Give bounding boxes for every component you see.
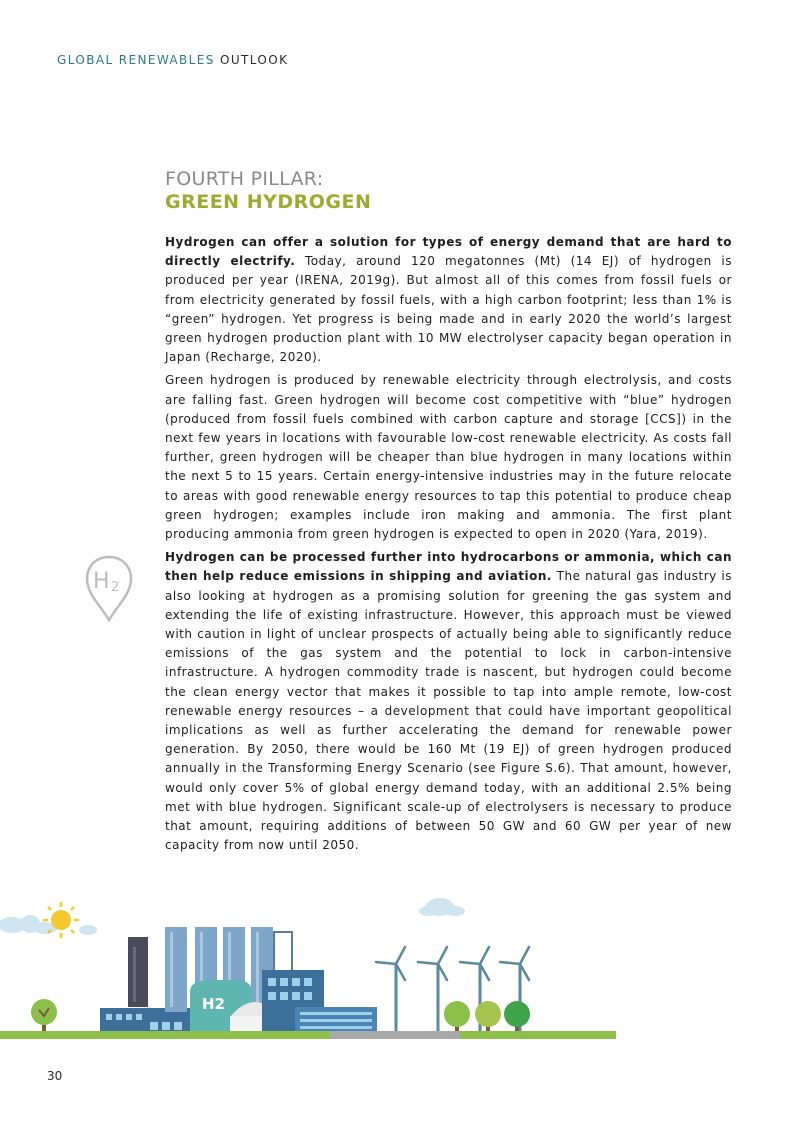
tank-label: H2 xyxy=(202,995,225,1013)
ground-grass-right xyxy=(460,1031,616,1039)
paragraph-2 xyxy=(165,371,732,544)
paragraph-3-lead: Hydrogen can be processed further into hydrocarbons or ammonia, which can then help reduce emissions in shipping and aviation. xyxy=(165,550,732,584)
trees-right-icon xyxy=(444,1001,530,1032)
header-part1: GLOBAL RENEWABLES xyxy=(57,53,215,67)
renewable-landscape-illustration xyxy=(0,892,620,1042)
section-title-line2: GREEN HYDROGEN xyxy=(165,191,372,213)
ground-road xyxy=(330,1031,460,1039)
page-number: 30 xyxy=(47,1069,63,1083)
paragraph-1-lead: Hydrogen can offer a solution for types of energy demand that are hard to directly electrify. xyxy=(165,235,732,269)
office-building-icon xyxy=(262,970,377,1032)
paragraph-1 xyxy=(165,233,732,367)
pin-subscript: 2 xyxy=(111,580,120,595)
paragraph-2-text: Green hydrogen is produced by renewable electricity through electrolysis, and costs are falling fast. Green hydrogen will become cost competitive with “blue” hydrogen (produced from fossil fuels combined with carbon capture and storage [CCS]) in the next few years in locations with favourable low-cost renewable electricity. As costs fall further, green hydrogen will be cheaper than blue hydrogen in many locations within the next 5 to 15 years. Certain energy-intensive industries may in the future relocate to areas with good renewable energy resources to tap this potential to produce cheap green hydrogen; examples include iron making and ammonia. The first plant producing ammonia from green hydrogen is expected to open in 2020 (Yara, 2019). xyxy=(165,373,732,542)
sun-icon xyxy=(43,902,79,938)
hydrogen-pin-icon xyxy=(84,554,134,622)
paragraph-3-text: The natural gas industry is also looking at hydrogen as a promising solution for greening the gas system and extending the life of existing infrastructure. However, this approach must be viewed with caution in light of unclear prospects of actually being able to significantly reduce emissions of the gas system and the potential to lock in carbon-intensive infrastructure. A hydrogen commodity trade is nascent, but hydrogen could become the clean energy vector that makes it possible to tap into ample remote, low-cost renewable energy resources – a development that could have important geopolitical implications as well as further accelerating the demand for renewable power generation. By 2050, there would be 160 Mt (19 EJ) of green hydrogen produced annually in the Transforming Energy Scenario (see Figure S.6). That amount, however, would only cover 5% of global energy demand today, with an additional 2.5% being met with blue hydrogen. Significant scale-up of electrolysers is necessary to produce that amount, requiring additions of between 50 GW and 60 GW per year of new capacity from now until 2050. xyxy=(165,569,732,853)
body-text xyxy=(165,233,732,860)
cloud-right-icon xyxy=(419,898,465,916)
header-part2: OUTLOOK xyxy=(219,53,289,67)
ground-grass-left xyxy=(0,1031,330,1039)
tree-left-icon xyxy=(31,999,57,1032)
running-header xyxy=(57,53,288,67)
section-title-line1: FOURTH PILLAR: xyxy=(165,168,324,190)
paragraph-1-text: Today, around 120 megatonnes (Mt) (14 EJ) of hydrogen is produced per year (IRENA, 2019g). But almost all of this comes from fossil fuels or from electricity generated by fossil fuels, with a high carbon footprint; less than 1% is “green” hydrogen. Yet progress is being made and in early 2020 the world’s largest green hydrogen production plant with 10 MW electrolyser capacity began operation in Japan (Recharge, 2020). xyxy=(165,254,733,365)
pin-label: H xyxy=(93,569,110,594)
paragraph-3 xyxy=(165,548,732,855)
